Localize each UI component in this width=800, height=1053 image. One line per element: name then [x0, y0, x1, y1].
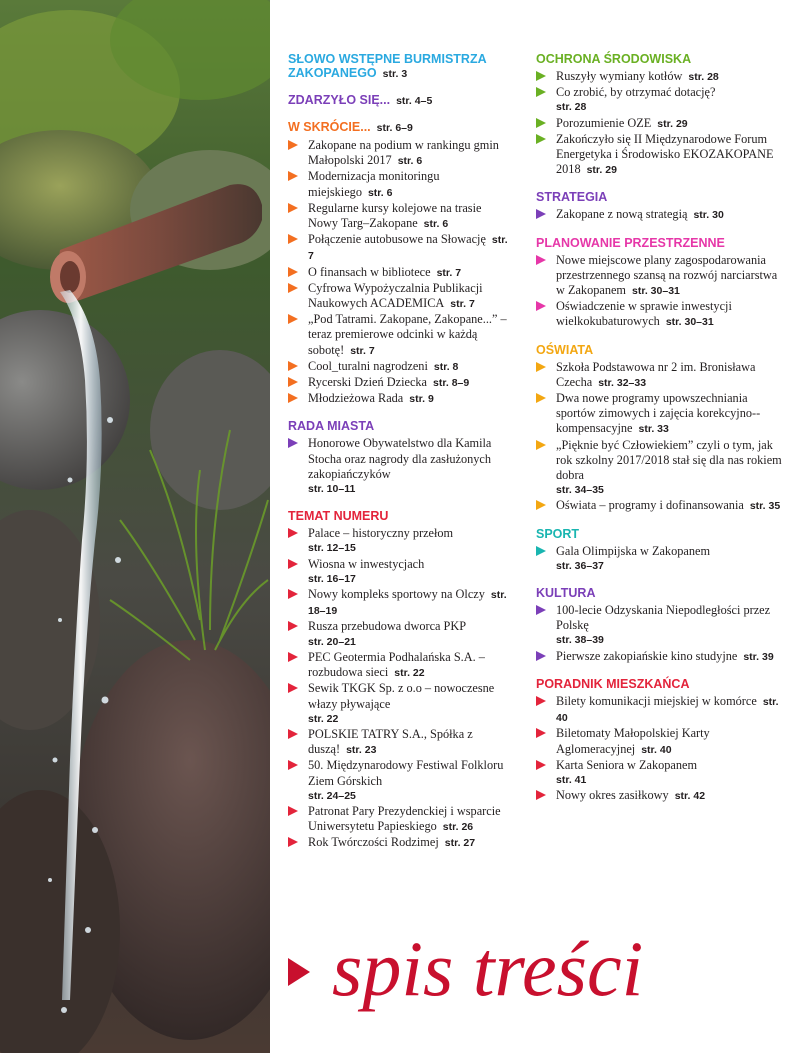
toc-section: [536, 236, 786, 331]
toc-entry-title: Karta Seniora w Zakopanem: [556, 757, 698, 772]
toc-entry[interactable]: [536, 85, 786, 115]
toc-entry-title: PEC Geotermia Podhalańska S.A. – rozbudowa sieci: [308, 649, 485, 680]
toc-section: [288, 509, 510, 851]
toc-entry-title: Szkoła Podstawowa nr 2 im. Bronisława Czecha: [556, 359, 756, 389]
arrow-icon: [536, 71, 546, 81]
toc-entry-page-number: str. 28: [556, 101, 587, 114]
arrow-icon: [288, 559, 298, 569]
arrow-icon: [536, 605, 546, 615]
toc-entry-page-number: str. 18–19: [308, 589, 507, 618]
arrow-icon: [536, 728, 546, 738]
toc-entry[interactable]: [536, 116, 786, 132]
table-of-contents: [270, 0, 800, 1053]
section-title: [536, 677, 786, 691]
arrow-icon: [288, 806, 298, 816]
toc-section: [536, 52, 786, 178]
toc-entry-title: Dwa nowe programy upowszechniania sportów zimowych i zajęcia korekcyjno--kompensacyjne: [556, 391, 761, 436]
arrow-icon: [288, 234, 298, 244]
toc-entry-title: Młodzieżowa Rada: [308, 391, 404, 406]
toc-entry-page-number: str. 24–25: [308, 789, 356, 802]
toc-entry-page-number: str. 9: [409, 393, 434, 406]
toc-entry-title: Honorowe Obywatelstwo dla Kamila Stocha oraz nagrody dla zasłużonych zakopiańczyków: [308, 436, 492, 481]
toc-entry[interactable]: [288, 804, 510, 835]
toc-entry-page-number: str. 8–9: [433, 377, 470, 390]
toc-entry[interactable]: [536, 360, 786, 391]
toc-entry-title: „Pod Tatrami. Zakopane, Zakopane...” – teraz premierowe odcinki w każdą sobotę!: [308, 312, 507, 357]
toc-section: [288, 93, 510, 108]
toc-entry[interactable]: [536, 132, 786, 179]
toc-entry-title: Zakończyło się II Międzynarodowe Forum Energetyka i Środowisko EKOZAKOPANE 2018: [556, 131, 774, 177]
toc-entry-page-number: str. 6: [423, 218, 449, 231]
toc-entry[interactable]: [288, 619, 510, 649]
arrow-icon: [288, 377, 298, 387]
toc-entry-page-number: str. 39: [743, 650, 774, 663]
toc-entry-page-number: str. 36–37: [556, 559, 604, 572]
arrow-icon: [288, 393, 298, 403]
section-title-text: OCHRONA ŚRODOWISKA: [536, 52, 692, 66]
toc-section: [536, 586, 786, 665]
arrow-icon: [536, 209, 546, 219]
toc-entry-title: O finansach w bibliotece: [308, 264, 431, 279]
toc-entry-page-number: str. 29: [586, 164, 617, 177]
toc-entry-title: Gala Olimpijska w Zakopanem: [556, 543, 711, 558]
toc-entry-title: Pierwsze zakopiańskie kino studyjne: [556, 648, 738, 663]
toc-entry-page-number: str. 40: [556, 695, 779, 725]
toc-entry-title: Regularne kursy kolejowe na trasie Nowy Targ–Zakopane: [308, 200, 482, 231]
toc-entry-title: Wiosna w inwestycjach: [308, 556, 425, 571]
toc-entry-title: 100-lecie Odzyskania Niepodległości przez Polskę: [556, 603, 771, 633]
toc-entry-title: Cyfrowa Wypożyczalnia Publikacji Naukowych ACADEMICA: [308, 280, 483, 311]
toc-entry[interactable]: [288, 557, 510, 587]
section-title-text: W SKRÓCIE...: [288, 120, 371, 134]
toc-entry-page-number: str. 22: [394, 667, 425, 680]
toc-entry[interactable]: [536, 649, 786, 665]
toc-entry-page-number: str. 40: [641, 743, 672, 756]
toc-section: [288, 52, 510, 81]
toc-entry-page-number: str. 7: [308, 234, 508, 263]
toc-entry-title: Zakopane na podium w rankingu gmin Małopolski 2017: [308, 138, 499, 168]
page-title: spis treści: [332, 925, 644, 1012]
toc-entry-page-number: str. 34–35: [556, 484, 604, 497]
arrow-icon: [288, 621, 298, 631]
title-arrow-icon: [288, 958, 310, 986]
toc-section: [536, 677, 786, 804]
toc-entry[interactable]: [288, 232, 510, 264]
toc-entry-page-number: str. 7: [436, 266, 462, 279]
arrow-icon: [288, 203, 298, 213]
section-title-text: ZDARZYŁO SIĘ...: [288, 93, 391, 107]
toc-entry[interactable]: [288, 359, 510, 375]
section-title: [536, 343, 786, 357]
toc-entry[interactable]: [536, 438, 786, 499]
toc-section: [536, 190, 786, 223]
toc-entry[interactable]: [288, 391, 510, 407]
section-title-text: RADA MIASTA: [288, 419, 375, 434]
toc-entry[interactable]: [288, 281, 510, 312]
toc-entry-title: Połączenie autobusowe na Słowację: [308, 232, 486, 247]
arrow-icon: [536, 118, 546, 128]
arrow-icon: [288, 140, 298, 150]
toc-entry-page-number: str. 30: [693, 209, 724, 222]
toc-entry-title: Nowy kompleks sportowy na Olczy: [308, 587, 485, 602]
section-item-list: [288, 526, 510, 851]
cover-photo-waterfall: [0, 0, 270, 1053]
arrow-icon: [536, 696, 546, 706]
toc-entry-title: Bilety komunikacji miejskiej w komórce: [556, 693, 757, 708]
section-item-list: [288, 436, 510, 497]
toc-entry[interactable]: [536, 498, 786, 514]
section-title: [288, 509, 510, 523]
section-title-text: PLANOWANIE PRZESTRZENNE: [536, 235, 725, 250]
toc-entry-page-number: str. 32–33: [598, 376, 647, 389]
toc-entry-page-number: str. 41: [556, 773, 587, 786]
toc-entry[interactable]: [536, 253, 786, 300]
toc-entry[interactable]: [288, 169, 510, 200]
toc-entry-page-number: str. 6: [367, 186, 393, 199]
toc-entry-title: Oświata – programy i dofinansowania: [556, 498, 744, 513]
toc-entry-title: Ruszyły wymiany kotłów: [556, 69, 683, 83]
arrow-icon: [288, 314, 298, 324]
section-title: [536, 236, 786, 250]
toc-entry-page-number: str. 38–39: [556, 634, 604, 647]
toc-entry-title: Nowe miejscowe plany zagospodarowania przestrzennego szansą na rozwój narciarstwa w Zakopanem: [556, 252, 778, 298]
toc-entry-page-number: str. 10–11: [308, 483, 356, 496]
arrow-icon: [536, 440, 546, 450]
section-title: [536, 190, 786, 204]
toc-entry-title: Porozumienie OZE: [556, 115, 652, 130]
toc-entry[interactable]: [288, 375, 510, 391]
toc-entry[interactable]: [536, 544, 786, 574]
toc-entry[interactable]: [536, 299, 786, 330]
section-title-text: SŁOWO WSTĘPNE BURMISTRZA ZAKOPANEGO: [288, 52, 487, 80]
toc-entry-title: Sewik TKGK Sp. z o.o – nowoczesne włazy pływające: [308, 681, 495, 711]
section-item-list: [536, 603, 786, 665]
toc-entry-page-number: str. 22: [308, 712, 339, 725]
section-item-list: [536, 207, 786, 223]
toc-entry-title: Modernizacja monitoringu miejskiego: [308, 169, 440, 199]
toc-entry-page-number: str. 12–15: [308, 542, 356, 555]
section-item-list: [536, 69, 786, 178]
arrow-icon: [536, 255, 546, 265]
arrow-icon: [536, 362, 546, 372]
toc-entry-title: Zakopane z nową strategią: [556, 207, 688, 222]
arrow-icon: [288, 837, 298, 847]
arrow-icon: [288, 729, 298, 739]
page-title-block: [288, 920, 788, 1030]
toc-entry-page-number: str. 23: [346, 744, 377, 757]
toc-entry[interactable]: [536, 758, 786, 788]
toc-entry-title: Cool_turalni nagrodzeni: [308, 358, 428, 373]
section-item-list: [536, 694, 786, 804]
toc-entry-title: Nowy okres zasiłkowy: [556, 788, 669, 803]
section-title: [536, 527, 786, 541]
section-title-text: SPORT: [536, 526, 580, 541]
section-title: [536, 52, 786, 66]
toc-entry[interactable]: [536, 603, 786, 649]
toc-entry-page-number: str. 7: [450, 298, 475, 311]
toc-entry[interactable]: [288, 436, 510, 497]
toc-entry[interactable]: [536, 69, 786, 85]
toc-section: [536, 527, 786, 574]
toc-entry-title: Palace – historyczny przełom: [308, 526, 454, 541]
toc-entry-page-number: str. 28: [688, 71, 719, 83]
arrow-icon: [536, 546, 546, 556]
section-title: [288, 93, 510, 108]
toc-entry-title: 50. Międzynarodowy Festiwal Folkloru Ziem Górskich: [308, 758, 504, 788]
section-title: [288, 52, 510, 81]
toc-entry[interactable]: [288, 650, 510, 681]
toc-entry-page-number: str. 16–17: [308, 572, 356, 585]
toc-entry[interactable]: [288, 201, 510, 232]
toc-entry[interactable]: [288, 265, 510, 281]
arrow-icon: [288, 267, 298, 277]
toc-entry-page-number: str. 26: [442, 821, 474, 834]
toc-column-right: [536, 52, 786, 816]
arrow-icon: [536, 790, 546, 800]
arrow-icon: [288, 652, 298, 662]
toc-entry[interactable]: [536, 694, 786, 726]
toc-entry-page-number: str. 8: [433, 360, 459, 373]
section-item-list: [536, 544, 786, 574]
section-title: [288, 419, 510, 433]
section-item-list: [536, 360, 786, 515]
toc-entry[interactable]: [288, 138, 510, 169]
toc-entry[interactable]: [536, 726, 786, 757]
section-page-number: str. 4–5: [396, 95, 433, 107]
section-title: [288, 120, 510, 135]
toc-entry-page-number: str. 42: [674, 790, 706, 803]
arrow-icon: [288, 361, 298, 371]
section-title-text: TEMAT NUMERU: [288, 509, 389, 524]
toc-entry[interactable]: [536, 207, 786, 223]
toc-entry[interactable]: [288, 835, 510, 851]
toc-section: [536, 343, 786, 515]
toc-entry-page-number: str. 30–31: [665, 316, 714, 329]
arrow-icon: [288, 283, 298, 293]
arrow-icon: [288, 438, 298, 448]
section-item-list: [288, 138, 510, 407]
arrow-icon: [288, 683, 298, 693]
arrow-icon: [536, 500, 546, 510]
section-title-text: STRATEGIA: [536, 190, 608, 205]
toc-entry-title: POLSKIE TATRY S.A., Spółka z duszą!: [308, 726, 473, 757]
arrow-icon: [288, 589, 298, 599]
toc-entry[interactable]: [536, 788, 786, 804]
toc-entry-page-number: str. 29: [657, 117, 688, 130]
toc-entry-page-number: str. 35: [749, 500, 781, 513]
toc-entry-page-number: str. 27: [444, 837, 476, 850]
arrow-icon: [288, 528, 298, 538]
section-title-text: KULTURA: [536, 586, 596, 601]
toc-entry-page-number: str. 6: [397, 155, 423, 168]
toc-section: [288, 120, 510, 407]
section-title: [536, 586, 786, 600]
toc-entry[interactable]: [536, 391, 786, 438]
toc-entry-title: Co zrobić, by otrzymać dotację?: [556, 85, 716, 100]
toc-entry-page-number: str. 33: [638, 423, 669, 436]
toc-entry-title: „Pięknie być Człowiekiem” czyli o tym, jak rok szkolny 2017/2018 stał się dla nas rokiem dobra: [556, 437, 782, 483]
section-title-text: OŚWIATA: [536, 342, 594, 357]
toc-entry[interactable]: [288, 681, 510, 727]
stream-photo-illustration: [0, 0, 270, 1053]
toc-entry-title: Patronat Pary Prezydenckiej i wsparcie Uniwersytetu Papieskiego: [308, 803, 501, 834]
toc-entry-title: Rycerski Dzień Dziecka: [308, 375, 428, 390]
toc-entry[interactable]: [288, 587, 510, 619]
section-page-number: str. 6–9: [376, 122, 413, 134]
toc-entry[interactable]: [288, 312, 510, 359]
arrow-icon: [288, 760, 298, 770]
arrow-icon: [536, 760, 546, 770]
arrow-icon: [536, 134, 546, 144]
toc-entry-page-number: str. 20–21: [308, 635, 356, 648]
toc-entry[interactable]: [288, 727, 510, 758]
arrow-icon: [536, 301, 546, 311]
toc-entry-page-number: str. 7: [350, 344, 375, 357]
toc-entry-title: Rok Twórczości Rodzimej: [308, 835, 439, 850]
section-page-number: str. 3: [382, 68, 408, 80]
arrow-icon: [288, 171, 298, 181]
toc-entry-title: Biletomaty Małopolskiej Karty Aglomeracyjnej: [556, 726, 710, 756]
toc-entry-page-number: str. 30–31: [632, 285, 680, 298]
toc-entry-title: Oświadczenie w sprawie inwestycji wielkokubaturowych: [556, 299, 732, 329]
arrow-icon: [536, 651, 546, 661]
toc-entry[interactable]: [288, 526, 510, 556]
arrow-icon: [536, 87, 546, 97]
arrow-icon: [536, 393, 546, 403]
toc-column-left: [288, 52, 510, 864]
toc-entry-title: Rusza przebudowa dworca PKP: [308, 619, 467, 634]
section-item-list: [536, 253, 786, 331]
section-title-text: PORADNIK MIESZKAŃCA: [536, 676, 690, 691]
toc-entry[interactable]: [288, 758, 510, 804]
toc-section: [288, 419, 510, 497]
